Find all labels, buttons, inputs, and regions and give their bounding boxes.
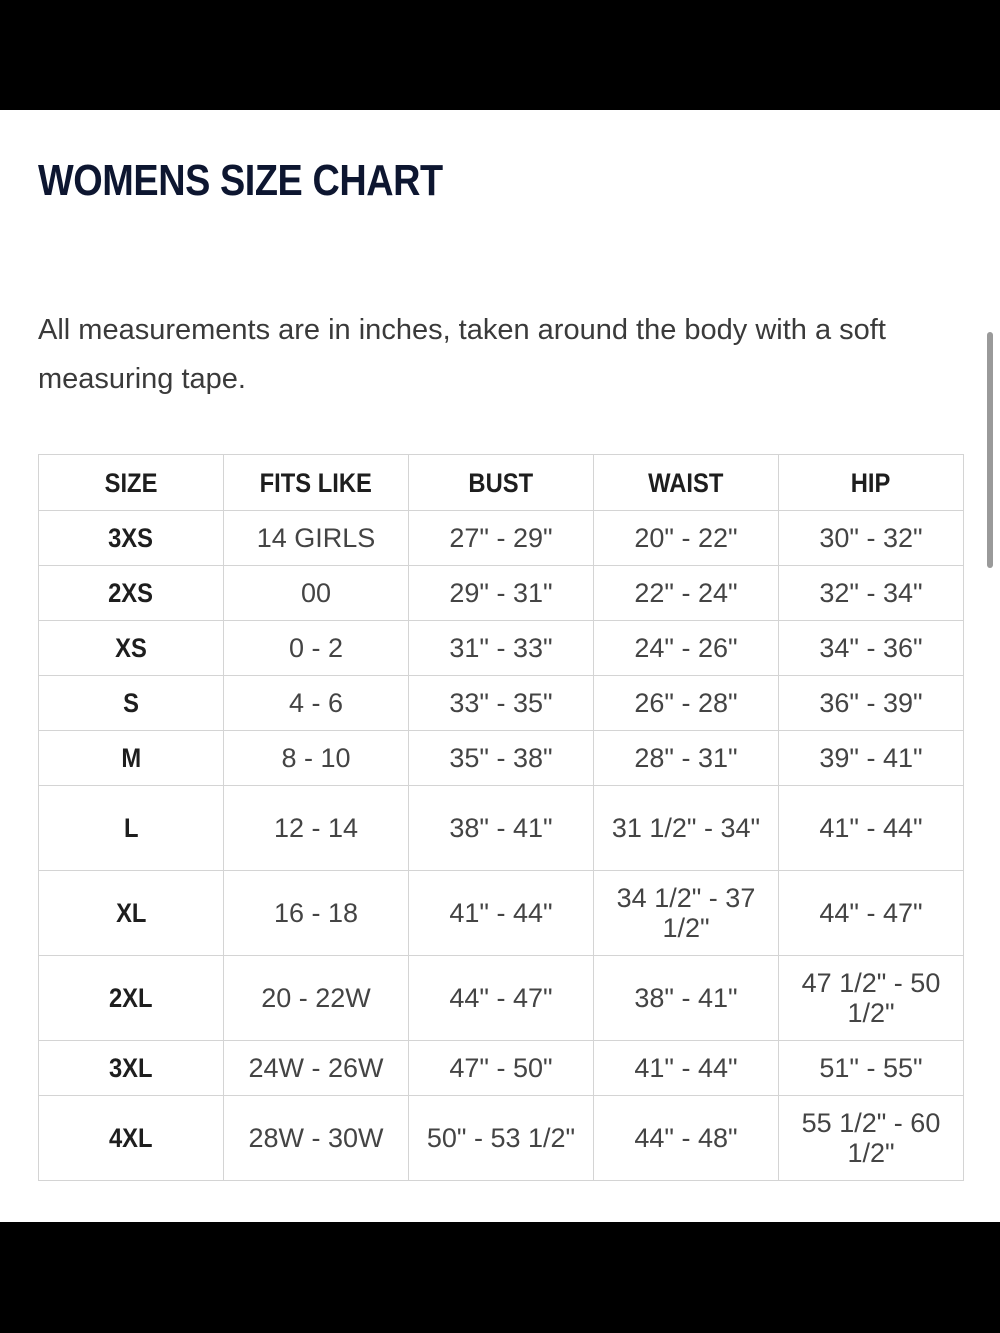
bottom-letterbox: [0, 1222, 1000, 1333]
header-fits-like: FITS LIKE: [224, 455, 409, 511]
waist-cell: 44" - 48": [594, 1096, 779, 1181]
waist-cell: 26" - 28": [594, 676, 779, 731]
fits-like-cell: 16 - 18: [224, 871, 409, 956]
bust-cell: 27" - 29": [409, 511, 594, 566]
hip-cell: 44" - 47": [779, 871, 964, 956]
hip-cell: 30" - 32": [779, 511, 964, 566]
fits-like-cell: 28W - 30W: [224, 1096, 409, 1181]
size-cell: 3XS: [39, 511, 224, 566]
hip-cell: 39" - 41": [779, 731, 964, 786]
table-row: [39, 786, 964, 871]
waist-cell: 31 1/2" - 34": [594, 786, 779, 871]
waist-cell: 28" - 31": [594, 731, 779, 786]
header-hip: HIP: [779, 455, 964, 511]
bust-cell: 31" - 33": [409, 621, 594, 676]
table-row: [39, 956, 964, 1041]
bust-cell: 29" - 31": [409, 566, 594, 621]
hip-cell: 51" - 55": [779, 1041, 964, 1096]
header-bust: BUST: [409, 455, 594, 511]
header-waist: WAIST: [594, 455, 779, 511]
fits-like-cell: 4 - 6: [224, 676, 409, 731]
bust-cell: 35" - 38": [409, 731, 594, 786]
bust-cell: 38" - 41": [409, 786, 594, 871]
table-row: [39, 1041, 964, 1096]
table-row: [39, 511, 964, 566]
hip-cell: 55 1/2" - 60 1/2": [779, 1096, 964, 1181]
size-chart-table: [38, 454, 964, 1181]
hip-cell: 34" - 36": [779, 621, 964, 676]
bust-cell: 50" - 53 1/2": [409, 1096, 594, 1181]
table-row: [39, 1096, 964, 1181]
hip-cell: 47 1/2" - 50 1/2": [779, 956, 964, 1041]
table-row: [39, 731, 964, 786]
size-cell: XL: [39, 871, 224, 956]
fits-like-cell: 0 - 2: [224, 621, 409, 676]
waist-cell: 38" - 41": [594, 956, 779, 1041]
waist-cell: 20" - 22": [594, 511, 779, 566]
header-size: SIZE: [39, 455, 224, 511]
fits-like-cell: 12 - 14: [224, 786, 409, 871]
fits-like-cell: 8 - 10: [224, 731, 409, 786]
bust-cell: 44" - 47": [409, 956, 594, 1041]
page-title: WOMENS SIZE CHART: [38, 156, 443, 205]
size-cell: 4XL: [39, 1096, 224, 1181]
fits-like-cell: 00: [224, 566, 409, 621]
size-cell: 3XL: [39, 1041, 224, 1096]
waist-cell: 22" - 24": [594, 566, 779, 621]
bust-cell: 41" - 44": [409, 871, 594, 956]
waist-cell: 41" - 44": [594, 1041, 779, 1096]
top-letterbox: [0, 0, 1000, 110]
table-header-row: [39, 455, 964, 511]
page-content: [0, 110, 1000, 1222]
hip-cell: 32" - 34": [779, 566, 964, 621]
size-cell: L: [39, 786, 224, 871]
table-row: [39, 621, 964, 676]
vertical-scrollbar[interactable]: [987, 332, 993, 568]
waist-cell: 34 1/2" - 37 1/2": [594, 871, 779, 956]
size-cell: S: [39, 676, 224, 731]
size-cell: 2XS: [39, 566, 224, 621]
size-cell: 2XL: [39, 956, 224, 1041]
hip-cell: 41" - 44": [779, 786, 964, 871]
fits-like-cell: 20 - 22W: [224, 956, 409, 1041]
table-row: [39, 676, 964, 731]
intro-text: All measurements are in inches, taken around the body with a soft measuring tape.: [38, 314, 886, 395]
bust-cell: 33" - 35": [409, 676, 594, 731]
size-cell: XS: [39, 621, 224, 676]
bust-cell: 47" - 50": [409, 1041, 594, 1096]
waist-cell: 24" - 26": [594, 621, 779, 676]
size-cell: M: [39, 731, 224, 786]
fits-like-cell: 24W - 26W: [224, 1041, 409, 1096]
fits-like-cell: 14 GIRLS: [224, 511, 409, 566]
table-row: [39, 871, 964, 956]
table-row: [39, 566, 964, 621]
hip-cell: 36" - 39": [779, 676, 964, 731]
